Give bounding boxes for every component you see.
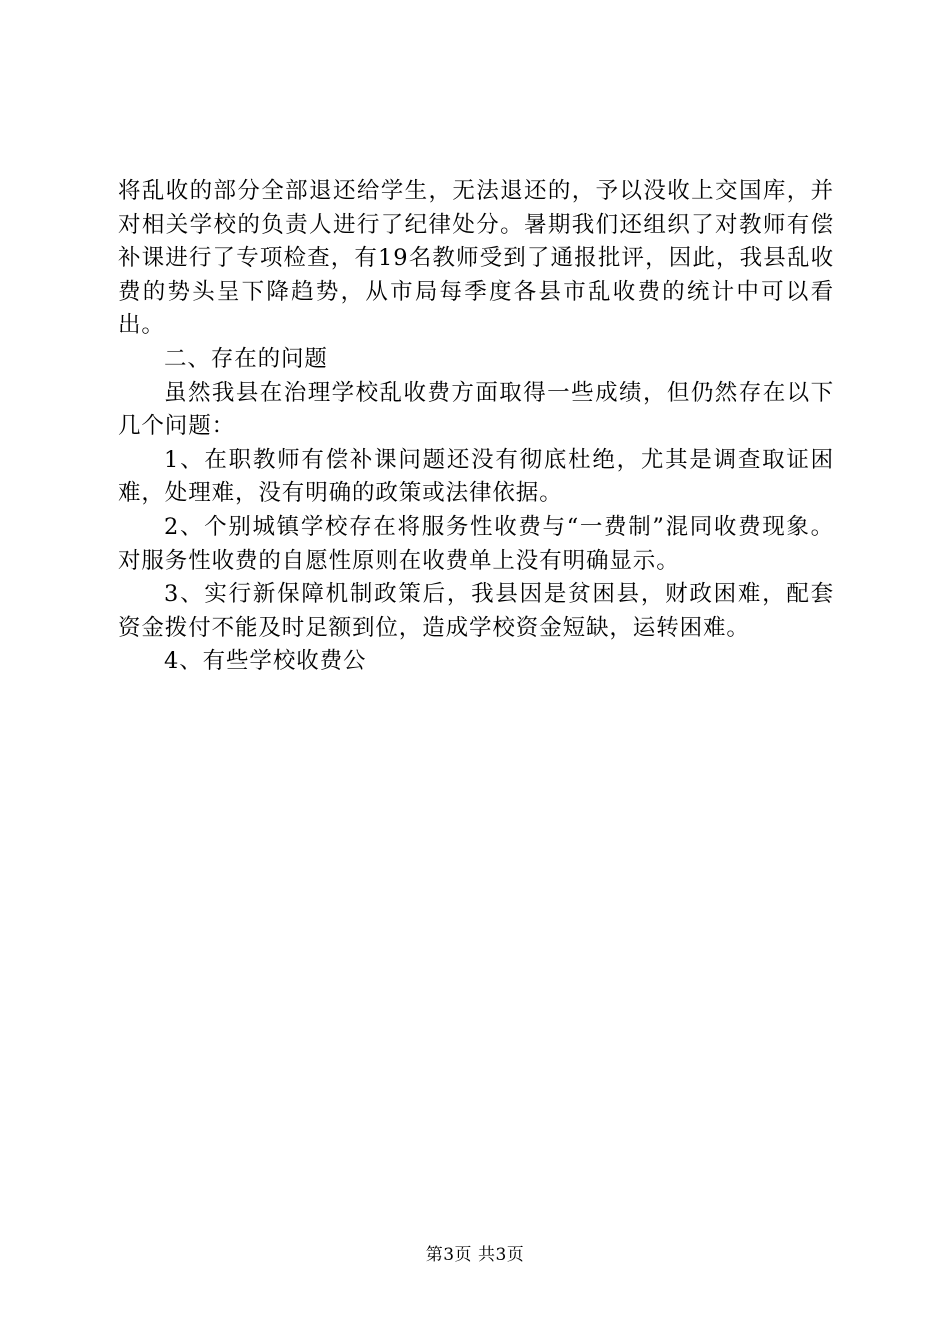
list-item-problem-2: 2、个别城镇学校存在将服务性收费与“一费制”混同收费现象。对服务性收费的自愿性原则在收费单上没有明确显示。 [118, 513, 834, 574]
document-body [118, 175, 834, 679]
section-heading-problems: 二、存在的问题 [164, 345, 328, 372]
list-item-problem-4: 4、有些学校收费公 [164, 648, 367, 675]
list-item-problem-1: 1、在职教师有偿补课问题还没有彻底杜绝，尤其是调查取证困难，处理难，没有明确的政策或法律依据。 [118, 446, 834, 507]
page-number-footer: 第3页 共3页 [425, 1245, 525, 1265]
paragraph-intro: 虽然我县在治理学校乱收费方面取得一些成绩，但仍然存在以下几个问题： [118, 379, 834, 440]
paragraph-continued-text: 将乱收的部分全部退还给学生，无法退还的，予以没收上交国库，并对相关学校的负责人进行了纪律处分。暑期我们还组织了对教师有偿补课进行了专项检查，有19名教师受到了通报批评，因此，我县乱收费的势头呈下降趋势，从市局每季度各县市乱收费的统计中可以看出。 [118, 178, 834, 339]
list-item-problem-3: 3、实行新保障机制政策后，我县因是贫困县，财政困难，配套资金拨付不能及时足额到位，造成学校资金短缺，运转困难。 [118, 581, 834, 641]
